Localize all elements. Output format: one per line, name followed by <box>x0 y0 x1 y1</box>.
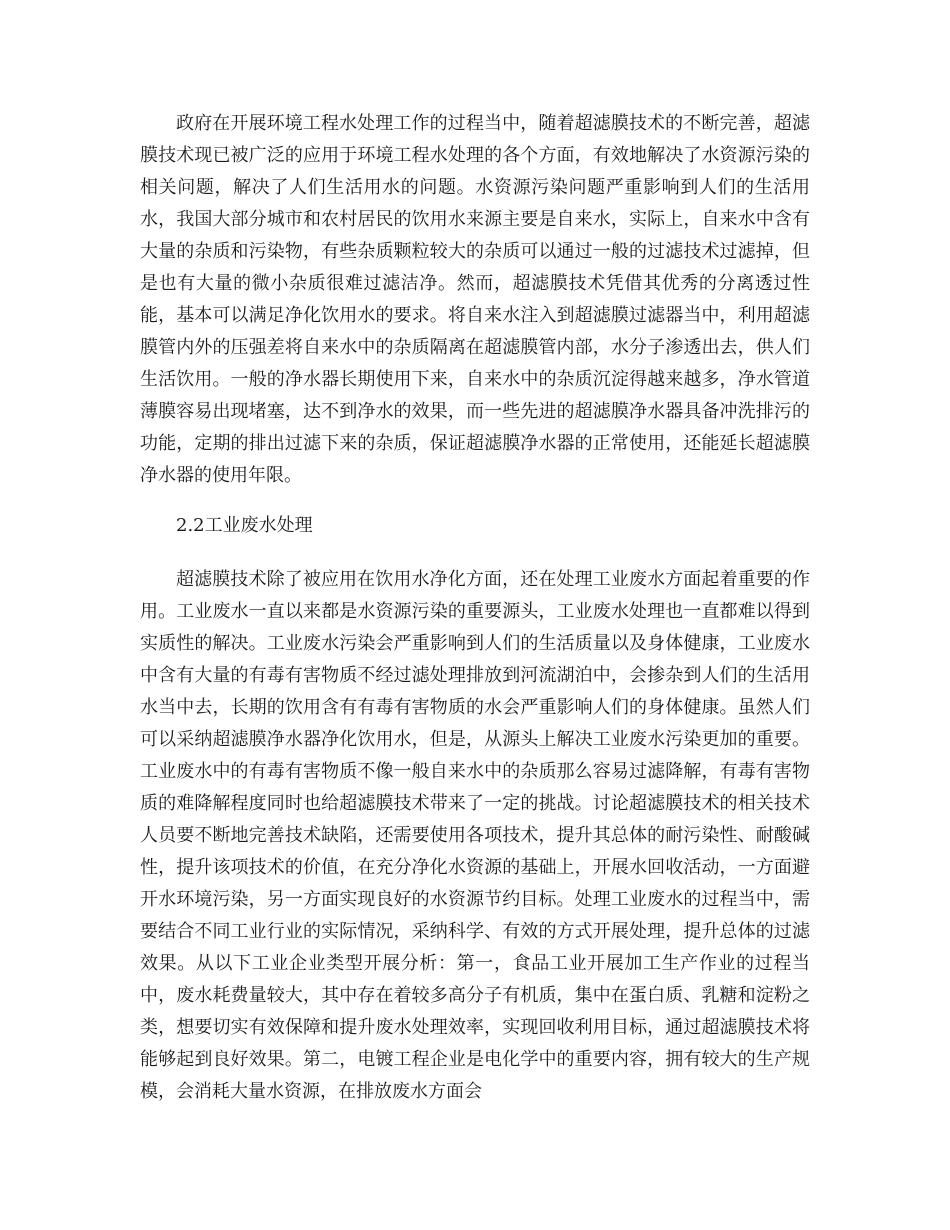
section-heading: 2.2工业废水处理 <box>176 515 313 536</box>
body-paragraph-1: 政府在开展环境工程水处理工作的过程当中，随着超滤膜技术的不断完善，超滤膜技术现已被广泛的应用于环境工程水处理的各个方面，有效地解决了水资源污染的相关问题，解决了人们生活用水的问题。水资源污染问题严重影响到人们的生活用水，我国大部分城市和农村居民的饮用水来源主要是自来水，实际上，自来水中含有大量的杂质和污染物，有些杂质颗粒较大的杂质可以通过一般的过滤技术过滤掉，但是也有大量的微小杂质很难过滤洁净。然而，超滤膜技术凭借其优秀的分离透过性能，基本可以满足净化饮用水的要求。将自来水注入到超滤膜过滤器当中，利用超滤膜管内外的压强差将自来水中的杂质隔离在超滤膜管内部，水分子渗透出去，供人们生活饮用。一般的净水器长期使用下来，自来水中的杂质沉淀得越来越多，净水管道薄膜容易出现堵塞，达不到净水的效果，而一些先进的超滤膜净水器具备冲洗排污的功能，定期的排出过滤下来的杂质，保证超滤膜净水器的正常使用，还能延长超滤膜净水器的使用年限。 <box>140 113 810 486</box>
body-paragraph-2: 超滤膜技术除了被应用在饮用水净化方面，还在处理工业废水方面起着重要的作用。工业废水一直以来都是水资源污染的重要源头，工业废水处理也一直都难以得到实质性的解决。工业废水污染会严重影响到人们的生活质量以及身体健康，工业废水中含有大量的有毒有害物质不经过滤处理排放到河流湖泊中，会掺杂到人们的生活用水当中去，长期的饮用含有有毒有害物质的水会严重影响人们的身体健康。虽然人们可以采纳超滤膜净水器净化饮用水，但是，从源头上解决工业废水污染更加的重要。工业废水中的有毒有害物质不像一般自来水中的杂质那么容易过滤降解，有毒有害物质的难降解程度同时也给超滤膜技术带来了一定的挑战。讨论超滤膜技术的相关技术人员要不断地完善技术缺陷，还需要使用各项技术，提升其总体的耐污染性、耐酸碱性，提升该项技术的价值，在充分净化水资源的基础上，开展水回收活动，一方面避开水环境污染，另一方面实现良好的水资源节约目标。处理工业废水的过程当中，需要结合不同工业行业的实际情况，采纳科学、有效的方式开展处理，提升总体的过滤效果。从以下工业企业类型开展分析：第一，食品工业开展加工生产作业的过程当中，废水耗费量较大，其中存在着较多高分子有机质，集中在蛋白质、乳糖和淀粉之类，想要切实有效保障和提升废水处理效率，实现回收利用目标，通过超滤膜技术将能够起到良好效果。第二，电镀工程企业是电化学中的重要内容，拥有较大的生产规模，会消耗大量水资源，在排放废水方面会 <box>140 569 810 1102</box>
